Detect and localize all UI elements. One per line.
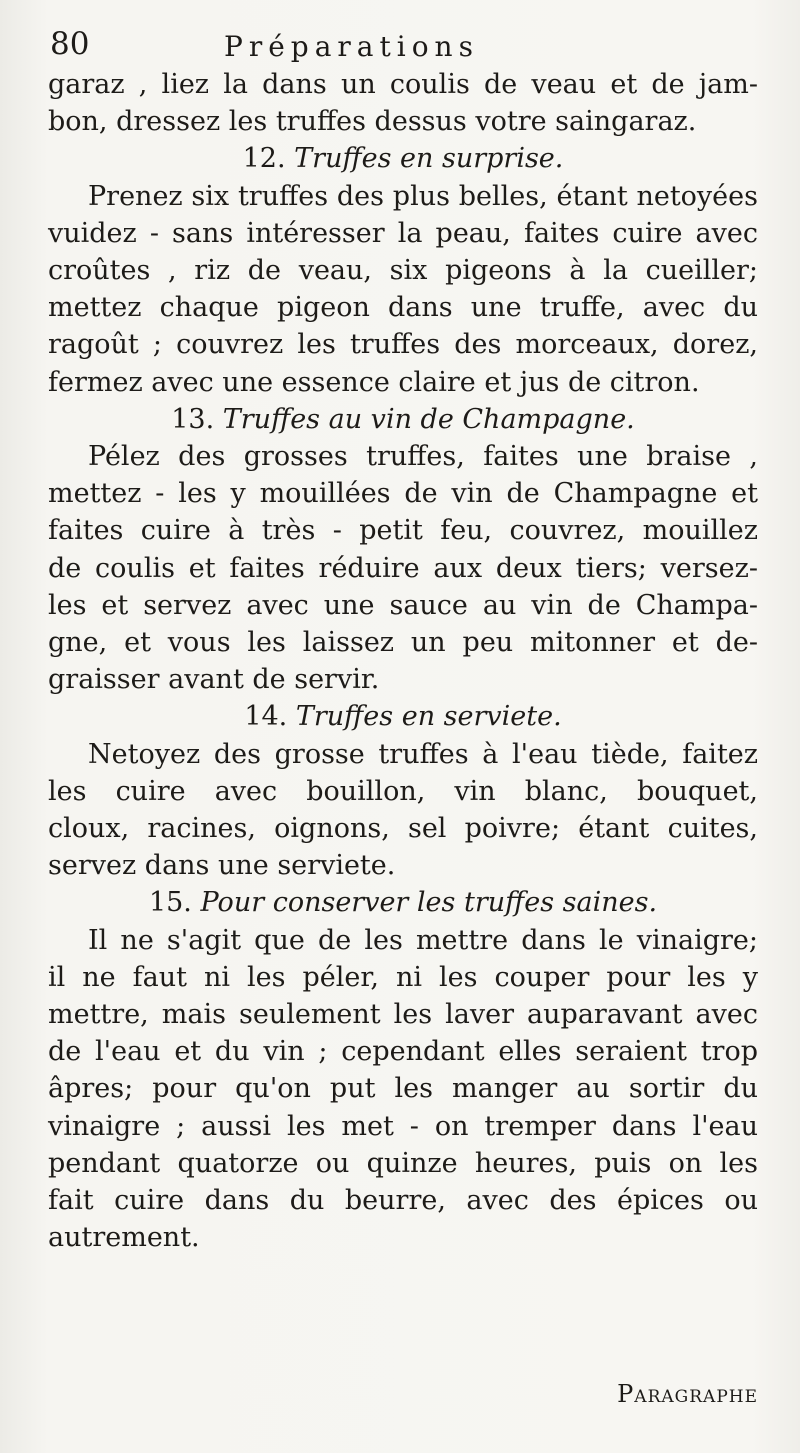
heading-title: Truffes au vin de Champagne. bbox=[222, 403, 635, 435]
text-line: Prenez six truffes des plus belles, étant netoyées bbox=[88, 180, 758, 212]
heading-title: Truffes en serviete. bbox=[295, 701, 562, 733]
text-line: faites cuire à très - petit feu, couvrez, mouillez bbox=[48, 515, 758, 547]
page-body bbox=[48, 66, 758, 1257]
recipe-paragraph-14 bbox=[48, 736, 758, 885]
text-line: de coulis et faites réduire aux deux tiers; versez- bbox=[48, 552, 758, 584]
text-line: âpres; pour qu'on put les manger au sortir du bbox=[48, 1073, 758, 1105]
text-line: Netoyez des grosse truffes à l'eau tiède, faitez bbox=[88, 738, 758, 770]
text-line: bon, dressez les truffes dessus votre saingaraz. bbox=[48, 106, 697, 138]
text-line: Pélez des grosses truffes, faites une braise , bbox=[88, 441, 758, 473]
text-line: de l'eau et du vin ; cependant elles seraient trop bbox=[48, 1036, 758, 1068]
recipe-heading-12 bbox=[48, 140, 758, 177]
text-line: servez dans une serviete. bbox=[48, 850, 396, 882]
heading-number: 15. bbox=[148, 887, 192, 919]
heading-number: 12. bbox=[242, 143, 286, 175]
text-line: gne, et vous les laissez un peu mitonner et de- bbox=[48, 627, 758, 659]
recipe-paragraph-13 bbox=[48, 438, 758, 698]
text-line: vinaigre ; aussi les met - on tremper dans l'eau bbox=[48, 1110, 758, 1142]
text-line: autrement. bbox=[48, 1222, 200, 1254]
text-line: graisser avant de servir. bbox=[48, 664, 380, 696]
recipe-paragraph-15 bbox=[48, 922, 758, 1257]
recipe-paragraph-12 bbox=[48, 178, 758, 401]
recipe-heading-14 bbox=[48, 698, 758, 735]
text-line: pendant quatorze ou quinze heures, puis on les bbox=[48, 1147, 758, 1179]
catchword: Paragraphe bbox=[617, 1380, 758, 1408]
text-line: vuidez - sans intéresser la peau, faites cuire avec bbox=[48, 217, 758, 249]
heading-number: 13. bbox=[171, 403, 215, 435]
recipe-heading-13 bbox=[48, 401, 758, 438]
page-header bbox=[48, 22, 758, 66]
text-line: les et servez avec une sauce au vin de Champa- bbox=[48, 589, 758, 621]
text-line: mettre, mais seulement les laver auparavant avec bbox=[48, 999, 758, 1031]
running-head: Préparations bbox=[224, 30, 479, 63]
text-line: mettez chaque pigeon dans une truffe, avec du bbox=[48, 292, 758, 324]
heading-number: 14. bbox=[244, 701, 288, 733]
text-line: Il ne s'agit que de les mettre dans le vinaigre; bbox=[88, 924, 758, 956]
paragraph-continuation bbox=[48, 66, 758, 140]
text-line: il ne faut ni les péler, ni les couper pour les y bbox=[48, 961, 758, 993]
text-line: mettez - les y mouillées de vin de Champagne et bbox=[48, 478, 758, 510]
recipe-heading-15 bbox=[48, 884, 758, 921]
heading-title: Truffes en surprise. bbox=[294, 143, 564, 175]
text-line: les cuire avec bouillon, vin blanc, bouquet, bbox=[48, 775, 758, 807]
text-line: cloux, racines, oignons, sel poivre; étant cuites, bbox=[48, 813, 758, 845]
text-line: ragoût ; couvrez les truffes des morceaux, dorez, bbox=[48, 329, 758, 361]
heading-title: Pour conserver les truffes saines. bbox=[200, 887, 658, 919]
page-number: 80 bbox=[50, 26, 90, 62]
text-line: fermez avec une essence claire et jus de citron. bbox=[48, 366, 700, 398]
text-line: garaz , liez la dans un coulis de veau et de jam- bbox=[48, 69, 758, 100]
text-line: fait cuire dans du beurre, avec des épices ou bbox=[48, 1185, 758, 1217]
text-line: croûtes , riz de veau, six pigeons à la cueiller; bbox=[48, 255, 758, 287]
